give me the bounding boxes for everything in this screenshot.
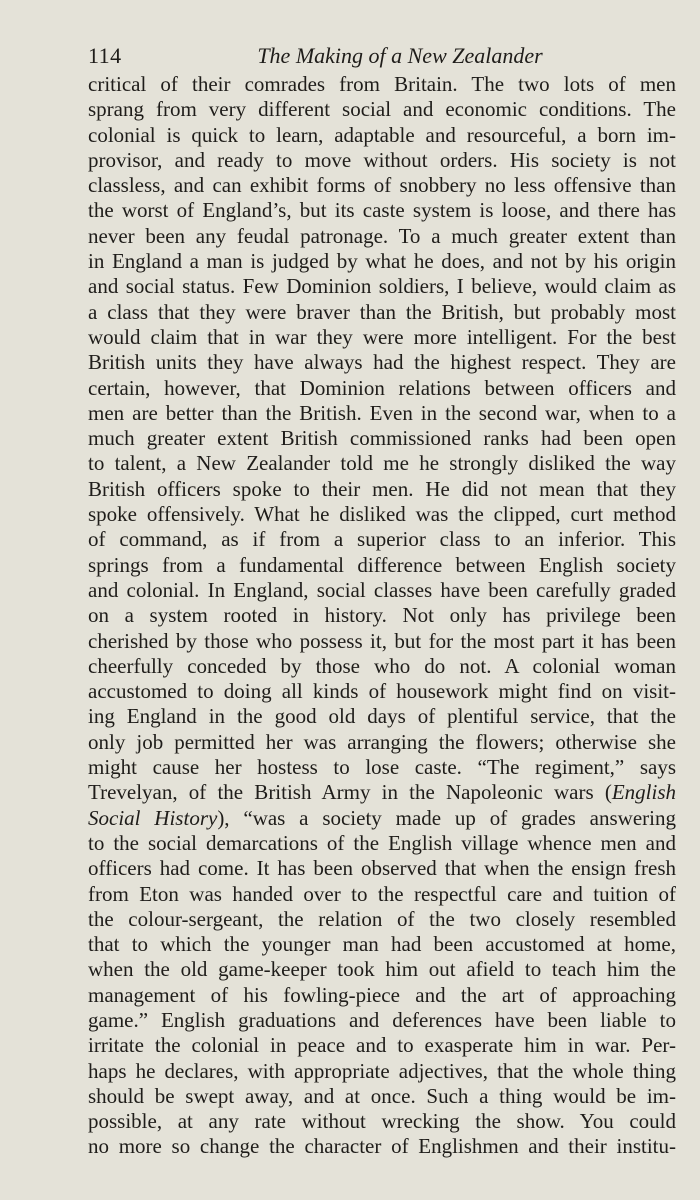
italic-title: Social History — [88, 805, 218, 830]
text-line: accustomed to doing all kinds of housework might find on visit- — [88, 679, 676, 704]
text-line: much greater extent British commissioned ranks had been open — [88, 426, 676, 451]
text-line: of command, as if from a superior class to an inferior. This — [88, 527, 676, 552]
text-segment: Trevelyan, of the British Army in the Napoleonic wars ( — [88, 780, 612, 805]
text-line: on a system rooted in history. Not only has privilege been — [88, 603, 676, 628]
text-line: and colonial. In England, social classes have been carefully graded — [88, 577, 676, 602]
text-line: and social status. Few Dominion soldiers, I believe, would claim as — [88, 274, 676, 299]
text-line: irritate the colonial in peace and to exasperate him in war. Per- — [88, 1033, 676, 1058]
text-line: possible, at any rate without wrecking the show. You could — [88, 1109, 676, 1134]
text-line: the colour-sergeant, the relation of the two closely resembled — [88, 906, 676, 931]
running-title: The Making of a New Zealander — [257, 43, 543, 68]
text-line: spoke offensively. What he disliked was the clipped, curt method — [88, 502, 676, 527]
text-line: from Eton was handed over to the respectful care and tuition of — [88, 881, 676, 906]
text-line: that to which the younger man had been accustomed at home, — [88, 932, 676, 957]
text-line: cherished by those who possess it, but for the most part it has been — [88, 628, 676, 653]
text-line: critical of their comrades from Britain. The two lots of men — [88, 72, 676, 96]
body-text — [88, 72, 676, 1160]
text-segment: ), “was a society made up of grades answering — [217, 805, 676, 830]
text-line: sprang from very different social and economic conditions. The — [88, 97, 676, 122]
text-line-italic-mixed — [88, 806, 676, 831]
text-line: provisor, and ready to move without orders. His society is not — [88, 147, 676, 172]
text-line: the worst of England’s, but its caste system is loose, and there has — [88, 198, 676, 223]
running-head — [88, 40, 676, 72]
text-line: British officers spoke to their men. He did not mean that they — [88, 476, 676, 501]
text-line: springs from a fundamental difference between English society — [88, 552, 676, 577]
text-line: cheerfully conceded by those who do not. A colonial woman — [88, 653, 676, 678]
text-line: officers had come. It has been observed that when the ensign fresh — [88, 856, 676, 881]
text-line: colonial is quick to learn, adaptable and resourceful, a born im- — [88, 122, 676, 147]
text-line: men are better than the British. Even in the second war, when to a — [88, 400, 676, 425]
text-line: to the social demarcations of the English village whence men and — [88, 830, 676, 855]
text-line-italic-mixed — [88, 780, 676, 805]
text-line: haps he declares, with appropriate adjectives, that the whole thing — [88, 1058, 676, 1083]
text-line: a class that they were braver than the British, but probably most — [88, 299, 676, 324]
text-line: never been any feudal patronage. To a much greater extent than — [88, 223, 676, 248]
text-line: would claim that in war they were more intelligent. For the best — [88, 324, 676, 349]
text-line: no more so change the character of Englishmen and their institu- — [88, 1134, 676, 1159]
text-line: when the old game-keeper took him out afield to teach him the — [88, 957, 676, 982]
italic-title: English — [611, 780, 676, 805]
text-line: in England a man is judged by what he does, and not by his origin — [88, 249, 676, 274]
text-line: only job permitted her was arranging the flowers; otherwise she — [88, 729, 676, 754]
text-line: certain, however, that Dominion relations between officers and — [88, 375, 676, 400]
text-line: classless, and can exhibit forms of snobbery no less offensive than — [88, 173, 676, 198]
text-line: British units they have always had the highest respect. They are — [88, 350, 676, 375]
text-line: ing England in the good old days of plentiful service, that the — [88, 704, 676, 729]
text-line: should be swept away, and at once. Such a thing would be im- — [88, 1083, 676, 1108]
text-line: might cause her hostess to lose caste. “The regiment,” says — [88, 755, 676, 780]
text-line: to talent, a New Zealander told me he strongly disliked the way — [88, 451, 676, 476]
page-number: 114 — [88, 43, 122, 68]
text-line: management of his fowling-piece and the art of approaching — [88, 982, 676, 1007]
text-line: game.” English graduations and deferences have been liable to — [88, 1007, 676, 1032]
